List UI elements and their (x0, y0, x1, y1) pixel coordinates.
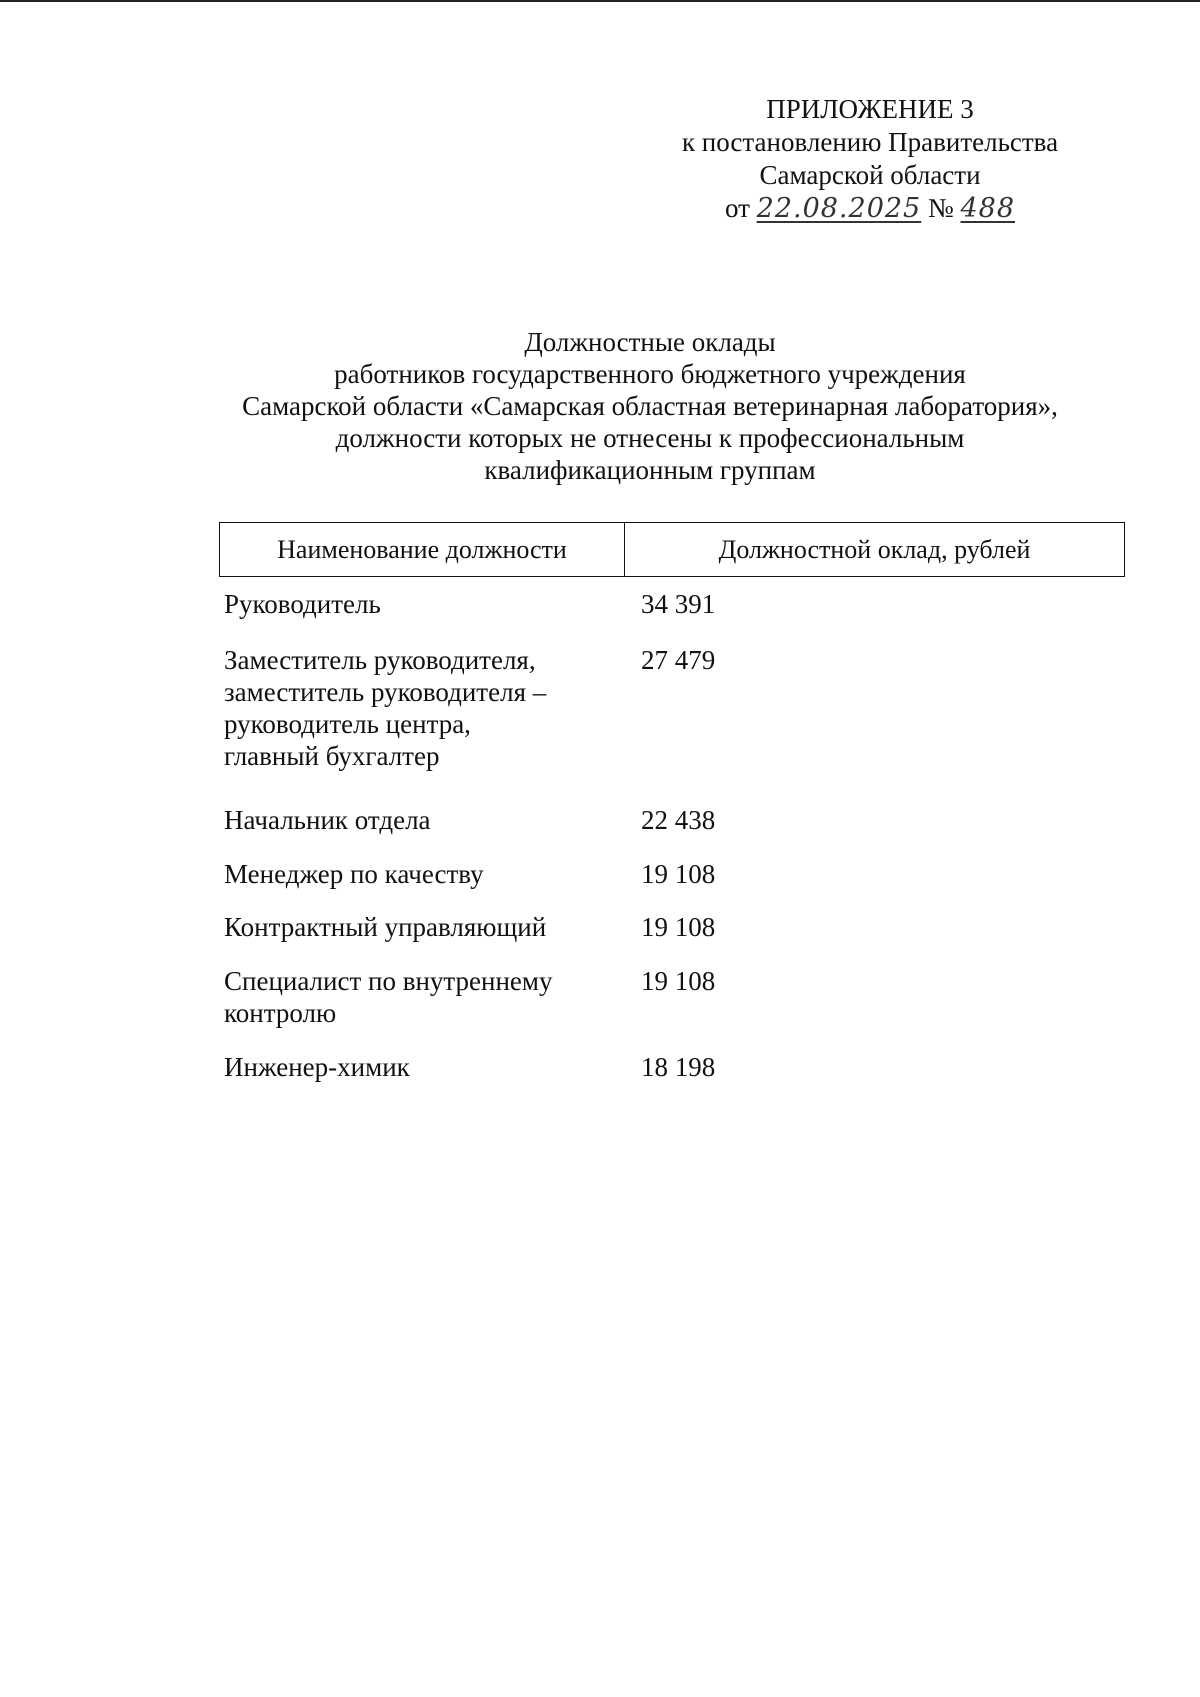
header-salary: Должностной оклад, рублей (718, 534, 1031, 564)
position-name: руководитель центра, (224, 709, 471, 739)
salary-value: 22 438 (641, 805, 716, 835)
title-line-1: Должностные оклады (524, 327, 776, 357)
position-name: Контрактный управляющий (224, 912, 547, 942)
appendix-date-line (650, 192, 1090, 225)
document-title (160, 326, 1140, 486)
salary-value: 27 479 (641, 645, 716, 675)
title-line-2: работников государственного бюджетного учреждения (334, 359, 966, 389)
appendix-line-2: Самарской области (759, 160, 981, 190)
salary-value: 19 108 (641, 966, 716, 996)
appendix-header (650, 93, 1090, 225)
table-row (224, 1051, 716, 1083)
salary-value: 19 108 (641, 859, 716, 889)
number-sign: № (927, 193, 954, 223)
table-row (224, 911, 716, 943)
position-name: Менеджер по качеству (224, 859, 484, 889)
table-row (224, 858, 716, 890)
position-name: Заместитель руководителя, (224, 645, 536, 675)
appendix-line-1: к постановлению Правительства (681, 127, 1059, 157)
title-line-4: должности которых не отнесены к профессиональным (335, 423, 965, 453)
salary-value: 19 108 (641, 912, 716, 942)
table-row (224, 804, 716, 836)
position-name: Начальник отдела (224, 805, 431, 835)
position-name: контролю (224, 998, 337, 1028)
salary-value: 34 391 (641, 589, 716, 619)
date-prefix: от (724, 193, 750, 223)
table-row (224, 644, 716, 772)
table-header (219, 522, 1125, 577)
top-border-line (0, 0, 1200, 2)
position-name: Специалист по внутреннему (224, 966, 553, 996)
header-position-name: Наименование должности (220, 523, 625, 576)
position-name: Руководитель (224, 589, 381, 619)
handwritten-number: 488 (960, 193, 1016, 224)
table-row (224, 588, 716, 620)
title-line-5: квалификационным группам (484, 455, 816, 485)
position-name: главный бухгалтер (224, 741, 440, 771)
handwritten-date: 22.08.2025 (756, 193, 922, 224)
table-row (224, 965, 716, 1029)
salary-value: 18 198 (641, 1052, 716, 1082)
position-name: Инженер-химик (224, 1052, 410, 1082)
position-name: заместитель руководителя – (224, 677, 547, 707)
appendix-title: ПРИЛОЖЕНИЕ 3 (766, 94, 974, 124)
title-line-3: Самарской области «Самарская областная ветеринарная лаборатория», (242, 391, 1058, 421)
